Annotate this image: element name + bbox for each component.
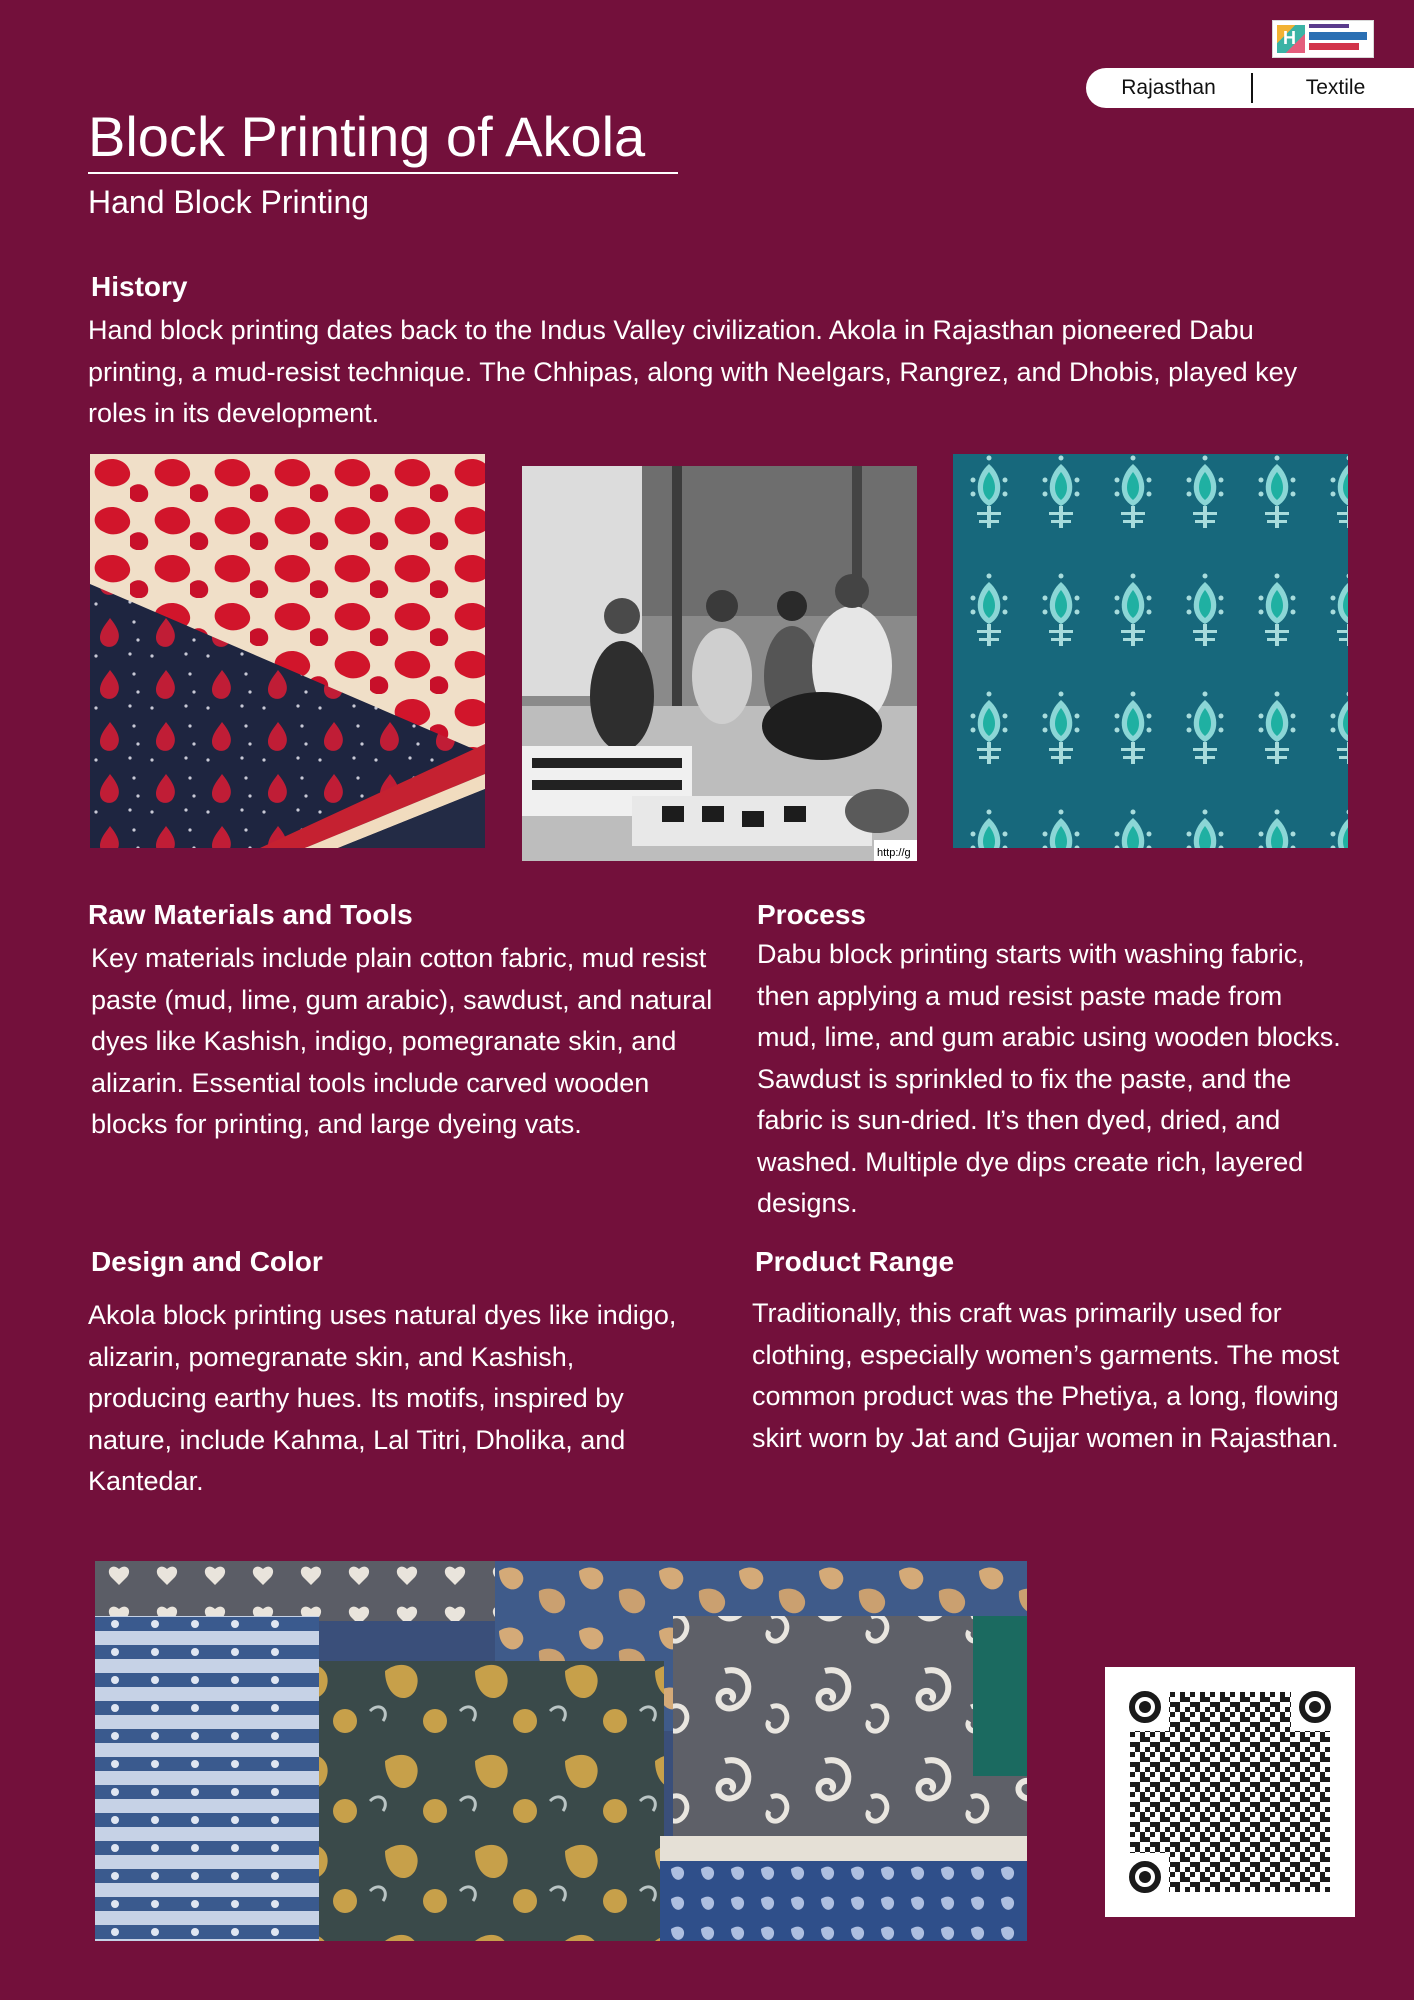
design-color-heading: Design and Color <box>91 1246 323 1277</box>
red-dabu-fabric-photo <box>90 454 485 848</box>
product-range-heading: Product Range <box>755 1246 955 1277</box>
tag-bar <box>1086 68 1414 108</box>
history-text: Hand block printing dates back to the Indus Valley civilization. Akola in Rajasthan pioneered Dabu printing, a mud-resist technique. The Chhipas, along with Neelgars, Rangrez, and Dhobis, played key roles in its development. <box>88 315 1298 428</box>
handicrafts-logo <box>1272 20 1374 58</box>
process-text: Dabu block printing starts with washing fabric, then applying a mud resist paste made from mud, lime, and gum arabic using wooden blocks. Sawdust is sprinkled to fix the paste, and the fabric is sun-dried. It’s then dyed, dried, and washed. Multiple dye dips create rich, layered designs. <box>757 939 1341 1218</box>
tag-state[interactable]: Rajasthan <box>1121 76 1216 99</box>
page-title: Block Printing of Akola <box>88 105 646 168</box>
qr-code[interactable] <box>1105 1667 1355 1917</box>
history-heading: History <box>91 271 188 302</box>
teal-paisley-fabric-photo <box>953 454 1348 848</box>
product-collage-photo <box>95 1561 1027 1941</box>
raw-materials-text: Key materials include plain cotton fabric, mud resist paste (mud, lime, gum arabic), sawdust, and natural dyes like Kashish, indigo, pomegranate skin, and alizarin. Essential tools include carved wooden blocks for printing, and large dyeing vats. <box>91 943 713 1139</box>
design-color-text: Akola block printing uses natural dyes like indigo, alizarin, pomegranate skin, and Kashish, producing earthy hues. Its motifs, inspired by nature, include Kahma, Lal Titri, Dholika, and Kantedar. <box>88 1300 677 1496</box>
page-subtitle: Hand Block Printing <box>88 184 370 220</box>
raw-materials-heading: Raw Materials and Tools <box>88 899 413 930</box>
qr-code-graphic <box>1105 1667 1355 1917</box>
product-range-text: Traditionally, this craft was primarily used for clothing, especially women’s garments. The most common product was the Phetiya, a long, flowing skirt worn by Jat and Gujjar women in Rajasthan. <box>752 1298 1340 1453</box>
tag-category[interactable]: Textile <box>1305 76 1366 99</box>
photo-watermark: http://g <box>877 847 911 859</box>
artisans-historical-photo <box>522 466 917 861</box>
title-underline <box>88 172 678 174</box>
process-heading: Process <box>757 899 866 930</box>
